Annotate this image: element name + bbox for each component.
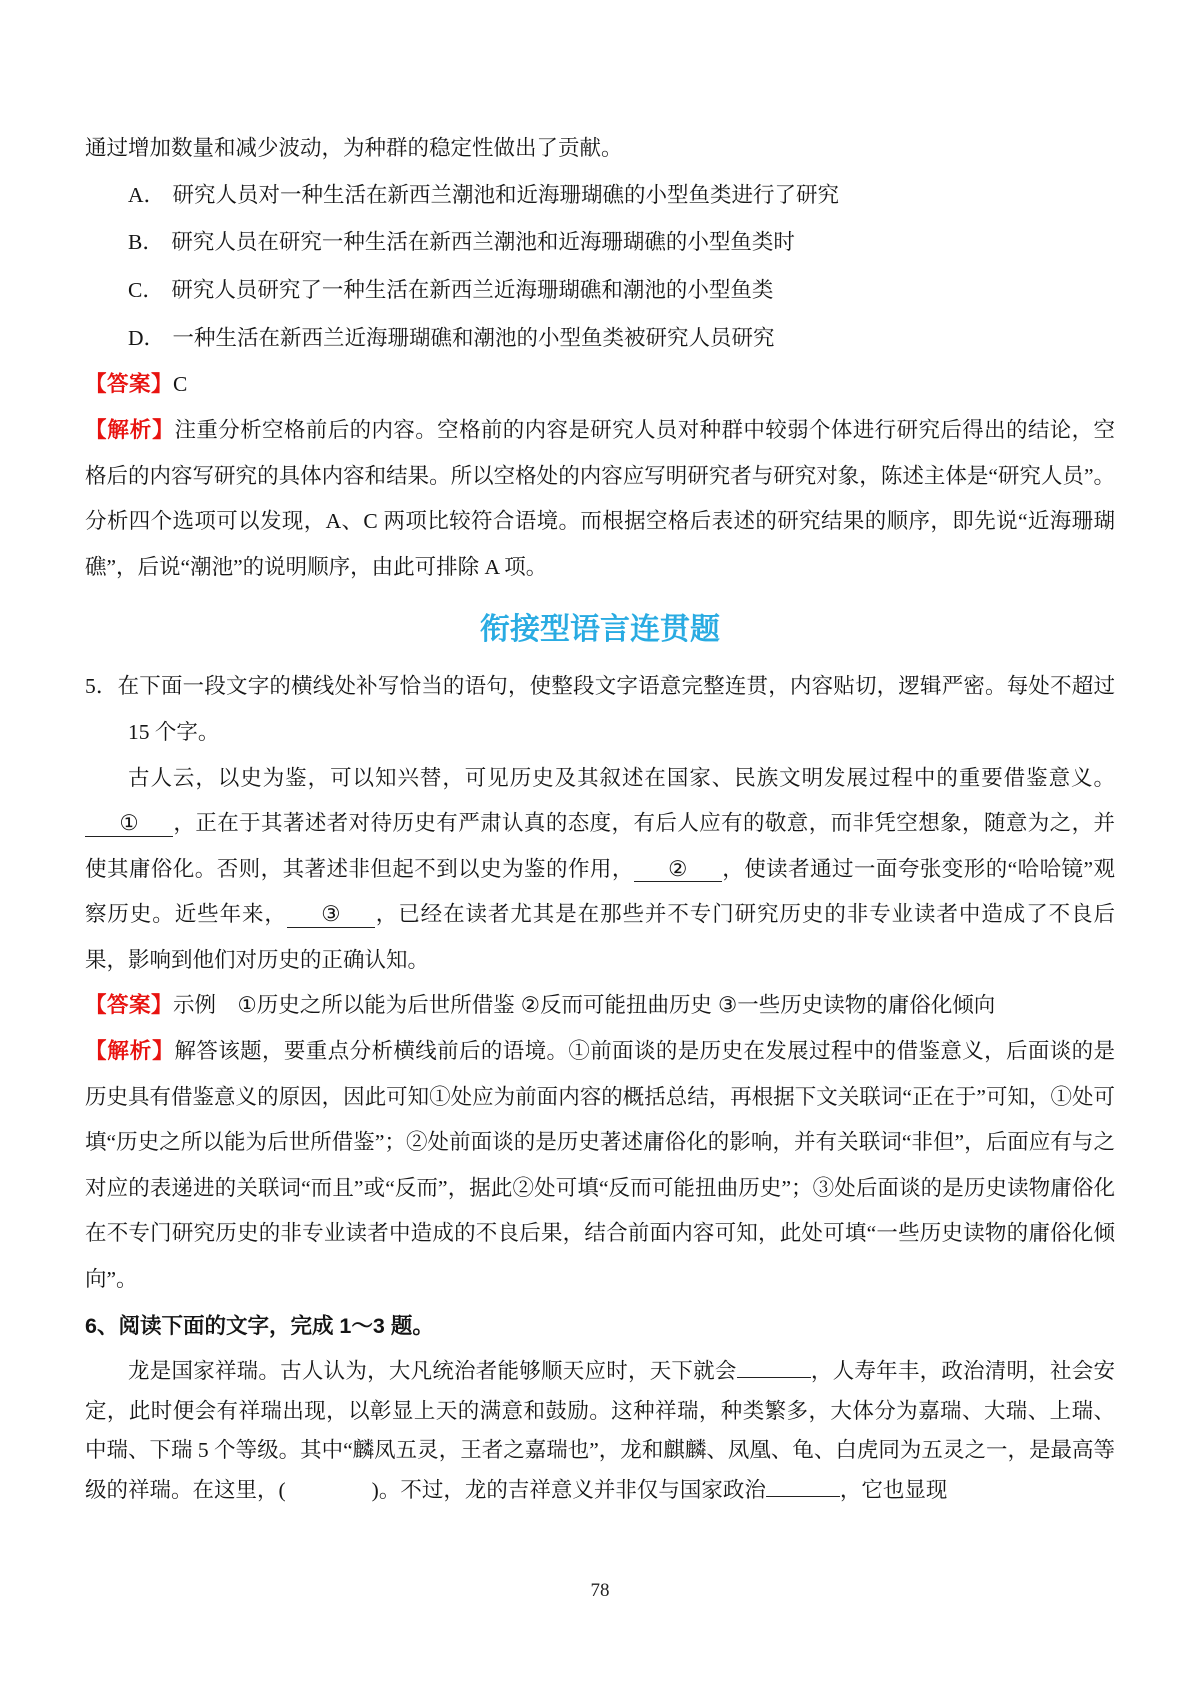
question-4-analysis (85, 408, 1115, 590)
option-a (85, 172, 1115, 220)
fill-blank-3: ③ (287, 902, 375, 928)
question-5-analysis (85, 1029, 1115, 1302)
analysis-marker: 【解析】 (85, 1038, 175, 1063)
option-b (85, 219, 1115, 267)
option-d (85, 315, 1115, 363)
option-a-label: A． (128, 182, 166, 207)
question-5-passage: 古人云，以史为鉴，可以知兴替，可见历史及其叙述在国家、民族文明发展过程中的重要借鉴意义。① ，正在于其著述者对待历史有严肃认真的态度，有后人应有的敬意，而非凭空想象，随意为之，并使其庸俗化。否则，其著述非但起不到以史为鉴的作用， ② ，使读者通过一面夸张变形的“哈哈镜”观察历史。近些年来， ③ ，已经在读者尤其是在那些并不专门研究历史的非专业读者中造成了不良后果，影响到他们对历史的正确认知。 (85, 765, 1115, 972)
question-5-answer (85, 983, 1115, 1029)
answer-marker: 【答案】 (85, 993, 174, 1018)
question-4-continuation-text: 通过增加数量和减少波动，为种群的稳定性做出了贡献。 (85, 136, 623, 160)
page-number: 78 (590, 1580, 610, 1601)
option-c-label: C． (128, 278, 164, 303)
question-5-stem: 5．在下面一段文字的横线处补写恰当的语句，使整段文字语意完整连贯，内容贴切，逻辑严密。每处不超过 15 个字。 (85, 674, 1115, 744)
fill-blank (766, 1496, 840, 1497)
fill-blank-2: ② (634, 857, 722, 883)
question-5-answer-text: 示例 ①历史之所以能为后世所借鉴 ②反而可能扭曲历史 ③一些历史读物的庸俗化倾向 (173, 993, 996, 1018)
option-a-text: 研究人员对一种生活在新西兰潮池和近海珊瑚礁的小型鱼类进行了研究 (172, 182, 840, 207)
option-c (85, 267, 1115, 315)
question-5-analysis-text: 解答该题，要重点分析横线前后的语境。①前面谈的是历史在发展过程中的借鉴意义，后面谈的是历史具有借鉴意义的原因，因此可知①处应为前面内容的概括总结，再根据下文关联词“正在于”可知，①处可填“历史之所以能为后世所借鉴”；②处前面谈的是历史著述庸俗化的影响，并有关联词“非但”，后面应有与之对应的表递进的关联词“而且”或“反而”，据此②处可填“反而可能扭曲历史”；③处后面谈的是历史读物庸俗化在不专门研究历史的非专业读者中造成的不良后果，结合前面内容可知，此处可填“一些历史读物的庸俗化倾向”。 (85, 1038, 1115, 1291)
fill-blank (737, 1377, 811, 1378)
question-4-options (85, 172, 1115, 363)
question-4-analysis-text: 注重分析空格前后的内容。空格前的内容是研究人员对种群中较弱个体进行研究后得出的结论，空格后的内容写研究的具体内容和结果。所以空格处的内容应写明研究者与研究对象，陈述主体是“研究人员”。分析四个选项可以发现，A、C 两项比较符合语境。而根据空格后表述的研究结果的顺序，即先说“近海珊瑚礁”，后说“潮池”的说明顺序，由此可排除 A 项。 (85, 418, 1115, 579)
option-c-text: 研究人员研究了一种生活在新西兰近海珊瑚礁和潮池的小型鱼类 (171, 278, 774, 303)
option-b-label: B． (128, 230, 164, 255)
fill-blank-1: ① (85, 811, 173, 837)
analysis-marker: 【解析】 (85, 418, 175, 443)
question-6-passage: 龙是国家祥瑞。古人认为，大凡统治者能够顺天应时，天下就会 ，人寿年丰，政治清明，社会安定，此时便会有祥瑞出现，以彰显上天的满意和鼓励。这种祥瑞，种类繁多，大体分为嘉瑞、大瑞、上瑞、中瑞、下瑞 5 个等级。其中“麟凤五灵，王者之嘉瑞也”，龙和麒麟、凤凰、龟、白虎同为五灵之一，是最高等级的祥瑞。在这里，( )。不过，龙的吉祥意义并非仅与国家政治 ，它也显现 (85, 1358, 1115, 1503)
question-4-answer (85, 362, 1115, 408)
answer-marker: 【答案】 (85, 372, 174, 397)
option-b-text: 研究人员在研究一种生活在新西兰潮池和近海珊瑚礁的小型鱼类时 (171, 230, 795, 255)
option-d-label: D． (128, 325, 166, 350)
question-6-stem: 6、阅读下面的文字，完成 1～3 题。 (85, 1314, 434, 1339)
section-heading: 衔接型语言连贯题 (480, 613, 720, 647)
question-4-answer-value: C (173, 372, 188, 397)
option-d-text: 一种生活在新西兰近海珊瑚礁和潮池的小型鱼类被研究人员研究 (172, 325, 775, 350)
